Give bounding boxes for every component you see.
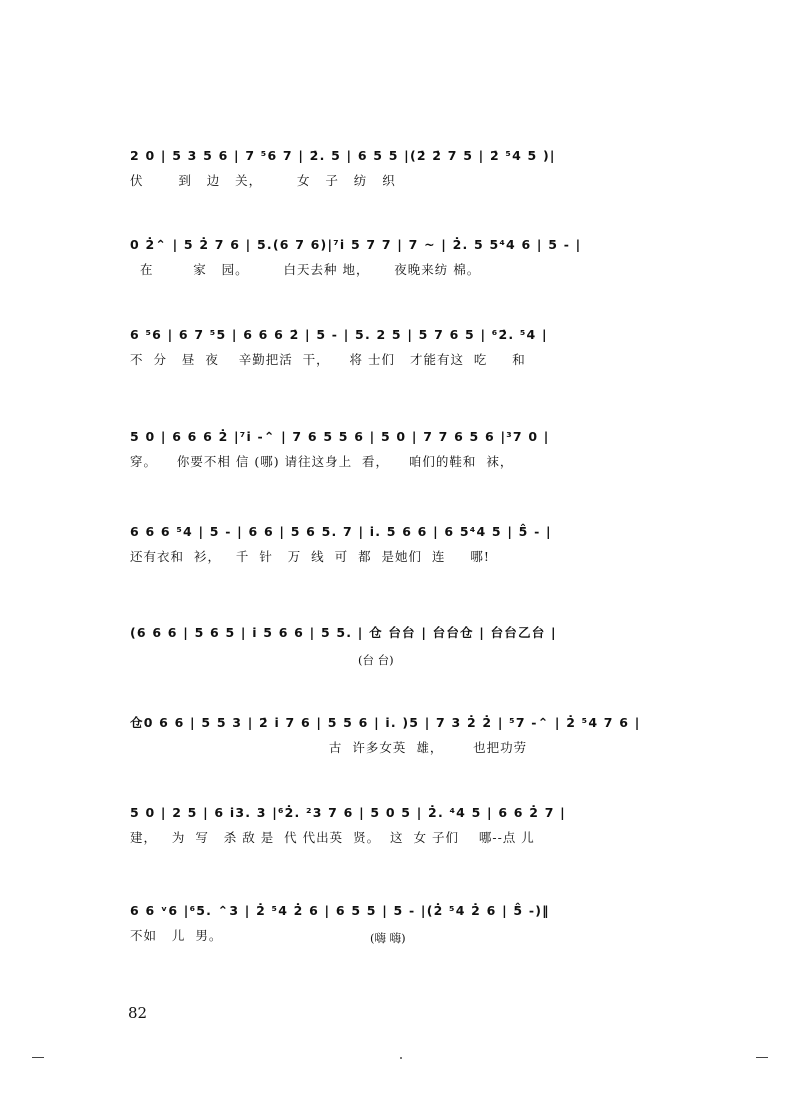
notation-line: 5 0 | 6 6 6 2̇ |⁷i -⌃ | 7 6 5 5 6 | 5 0 | 7 7 6 5 6 |³7 0 | (130, 429, 550, 444)
center-mark (400, 1057, 402, 1059)
score-system-7 (130, 710, 665, 760)
percussion-sublabel: (台 台) (358, 653, 394, 667)
score-system-6 (130, 620, 665, 670)
score-system-1 (130, 143, 665, 193)
page-number: 82 (128, 1004, 148, 1022)
lyric-line: 还有衣和 衫， 千 针 万 线 可 都 是她们 连 哪! (130, 549, 490, 564)
score-system-9 (130, 898, 665, 948)
lyric-line: 古 许多女英 雄， 也把功劳 (130, 740, 528, 755)
lyric-line: 不如 儿 男。 (130, 928, 223, 943)
score-system-4 (130, 424, 665, 474)
notation-line: 2 0 | 5 3 5 6 | 7 ⁵6 7 | 2̇. 5 | 6 5 5 |(2̇ 2̇ 7 5 | 2̇ ⁵4 5 )| (130, 148, 556, 163)
crop-mark-left (32, 1057, 44, 1058)
lyric-line: 穿。 你要不相 信 (哪) 请往这身上 看， 咱们的鞋和 袜， (130, 454, 514, 469)
crop-mark-right (756, 1057, 768, 1058)
notation-line: 仓0 6 6 | 5 5 3 | 2̇ i 7 6 | 5 5 6 | i. )5 | 7 3 2̇ 2̇ | ⁵7 -⌃ | 2̇ ⁵4 7 6 | (130, 715, 641, 730)
notation-line: 5 0 | 2 5 | 6 i3. 3 |⁶2̇. ²3 7 6 | 5 0 5 | 2̇. ⁴4 5 | 6 6 2̇ 7 | (130, 805, 566, 820)
score-system-5 (130, 519, 665, 569)
lyric-line: 不 分 昼 夜 辛勤把活 干， 将 士们 才能有这 吃 和 (130, 352, 526, 367)
lyric-line: 在 家 园。 白天去种 地， 夜晚来纺 棉。 (130, 262, 481, 277)
exclamation-sublabel: (嗨 嗨) (370, 931, 406, 945)
notation-line: 6 ⁵6 | 6 7 ⁵5 | 6 6 6 2̇ | 5 - | 5. 2 5 | 5 7 6 5 | ⁶2̇. ⁵4 | (130, 327, 548, 342)
score-system-3 (130, 322, 665, 372)
score-system-2 (130, 232, 665, 282)
lyric-line: 建， 为 写 杀 敌 是 代 代出英 贤。 这 女 子们 哪--点 儿 (130, 830, 535, 845)
notation-line: 6 6 ᵛ6 |⁶5. ⌃3 | 2̇ ⁵4 2̇ 6 | 6 5 5 | 5 - |(2̇ ⁵4 2̇ 6 | 5̂ -)‖ (130, 903, 550, 918)
notation-line: 0 2̇⌃ | 5 2̇ 7 6 | 5.(6 7 6)|⁷i 5 7 7 | 7 ~ | 2̇. 5 5⁴4 6 | 5 - | (130, 237, 582, 252)
score-system-8 (130, 800, 665, 850)
notation-line: 6 6 6 ⁵4 | 5 - | 6 6 | 5 6 5. 7 | i. 5 6 6 | 6 5⁴4 5 | 5̂ - | (130, 524, 552, 539)
lyric-line: 伏 到 边 关， 女 子 纺 织 (130, 173, 396, 188)
notation-line: (6 6 6 | 5 6 5 | i 5 6 6 | 5 5. | 仓 台台 | 台台仓 | 台台乙台 | (130, 625, 557, 640)
